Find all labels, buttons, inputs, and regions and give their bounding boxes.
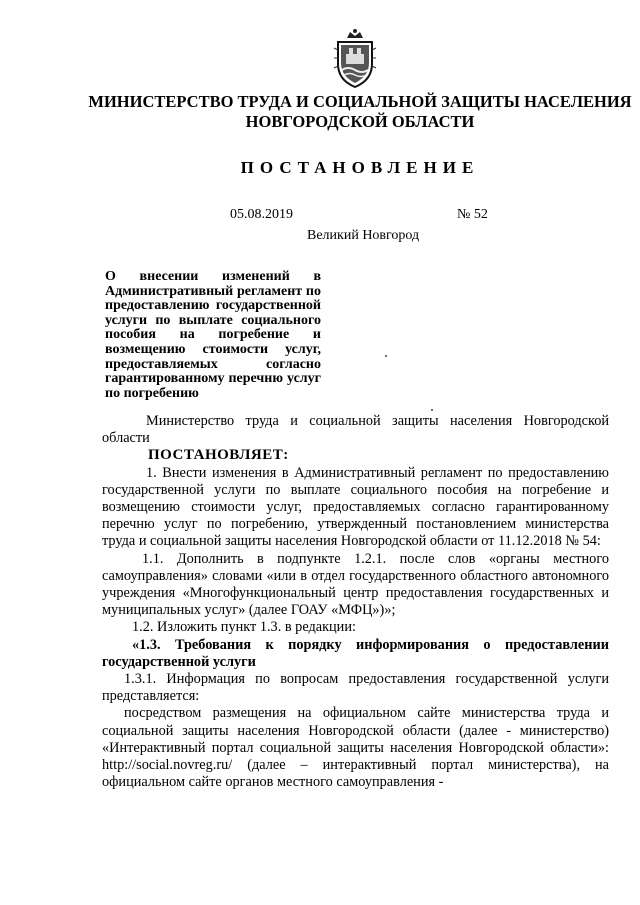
scan-speck [385,355,387,357]
paragraph-1-3-1: 1.3.1. Информация по вопросам предоставления государственной услуги представляется: [102,671,609,705]
ministry-name [60,92,640,132]
document-body [102,413,609,791]
ministry-line-2: НОВГОРОДСКОЙ ОБЛАСТИ [245,112,475,131]
ministry-line-1: МИНИСТЕРСТВО ТРУДА И СОЦИАЛЬНОЙ ЗАЩИТЫ НАСЕЛЕНИЯ [88,92,632,111]
document-city: Великий Новгород [307,228,420,243]
paragraph-1-2: 1.2. Изложить пункт 1.3. в редакции: [132,619,356,636]
document-number: № 52 [457,207,488,222]
document-subject: О внесении изменений в Административный регламент по предоставлению государственной услуги по выплате социального пособия на погребение и возмещению стоимости услуг, предоставляемых согласно гарантированному перечню услуг по погребению [105,269,321,401]
paragraph-1: 1. Внести изменения в Административный регламент по предоставлению государственной услуги по выплате социального пособия на погребение и возмещению стоимости услуг, предоставляемых согласно гарантированному перечню услуг по погребению, утвержденный постановлением министерства труда и социальной защиты населения Новгородской области от 11.12.2018 № 54: [102,464,609,550]
scan-speck [431,409,433,411]
paragraph-1-3-heading: «1.3. Требования к порядку информирования о предоставлении государственной услуги [102,636,609,670]
coat-of-arms-icon [332,28,378,90]
paragraph-info-channels: посредством размещения на официальном сайте министерства труда и социальной защиты населения Новгородской области (далее - министерство) «Интерактивный портал социальной защиты населения Новгородской области»: http://social.novreg.ru/ (далее – интерактивный портал министерства), на официальном сайте органов местного самоуправления - [102,705,609,791]
document-date: 05.08.2019 [230,207,293,222]
decree-heading: ПОСТАНОВЛЯЕТ: [148,447,289,464]
intro-paragraph: Министерство труда и социальной защиты населения Новгородской области [102,413,609,447]
document-type: ПОСТАНОВЛЕНИЕ [240,158,480,177]
paragraph-1-1: 1.1. Дополнить в подпункте 1.2.1. после слов «органы местного самоуправления» словами «или в отдел государственного областного автономного учреждения «Многофункциональный центр предоставления государственных и муниципальных услуг» (далее ГОАУ «МФЦ»)»; [102,550,609,619]
